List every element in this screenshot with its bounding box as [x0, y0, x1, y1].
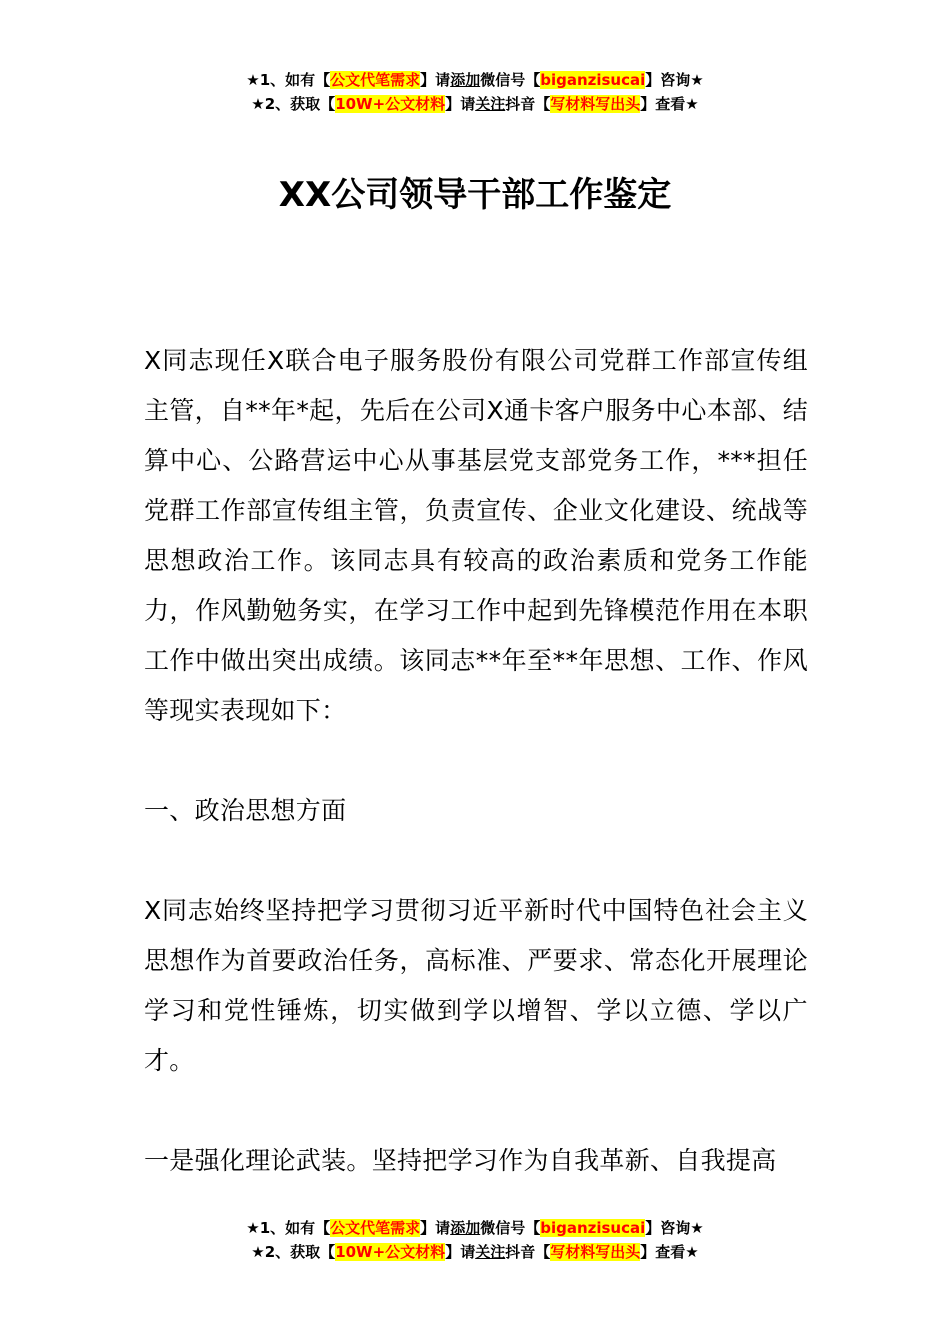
banner-line-1	[0, 1216, 950, 1240]
banner-text: ★1、如有【	[246, 71, 331, 89]
banner-line-2	[0, 1240, 950, 1264]
paragraph: 一是强化理论武装。坚持把学习作为自我革新、自我提高	[144, 1146, 777, 1175]
banner-highlight: 10W+公文材料	[335, 1243, 446, 1261]
banner-highlight: biganzisucai	[540, 71, 646, 89]
banner-line-1	[0, 68, 950, 92]
paragraph: X同志现任X联合电子服务股份有限公司党群工作部宣传组主管，自**年*起，先后在公司X通卡客户服务中心本部、结算中心、公路营运中心从事基层党支部党务工作，***担任党群工作部宣传组主管，负责宣传、企业文化建设、统战等思想政治工作。该同志具有较高的政治素质和党务工作能力，作风勤勉务实，在学习工作中起到先锋模范作用在本职工作中做出突出成绩。该同志**年至**年思想、工作、作风等现实表现如下：	[144, 346, 808, 725]
banner-text: ★2、获取【	[251, 95, 336, 113]
document-title: XX公司领导干部工作鉴定	[278, 174, 672, 215]
banner-text: 】请	[445, 95, 476, 113]
banner-line-2	[0, 92, 950, 116]
banner-highlight: 写材料写出头	[550, 95, 641, 113]
banner-text: 抖音【	[505, 1243, 551, 1261]
paragraph: X同志始终坚持把学习贯彻习近平新时代中国特色社会主义思想作为首要政治任务，高标准、严要求、常态化开展理论学习和党性锤炼，切实做到学以增智、学以立德、学以广才。	[144, 896, 808, 1075]
banner-text: 】请	[420, 1219, 451, 1237]
banner-text: 】咨询★	[645, 1219, 704, 1237]
banner-text: ★2、获取【	[251, 1243, 336, 1261]
banner-text: ★1、如有【	[246, 1219, 331, 1237]
banner-text: 抖音【	[505, 95, 551, 113]
footer-banner	[0, 1216, 950, 1264]
banner-underlined: 添加	[450, 1219, 481, 1237]
banner-underlined: 关注	[475, 95, 506, 113]
banner-text: 微信号【	[480, 71, 541, 89]
banner-text: 】查看★	[640, 1243, 699, 1261]
banner-text: 】查看★	[640, 95, 699, 113]
banner-text: 】咨询★	[645, 71, 704, 89]
banner-highlight: 公文代笔需求	[330, 1219, 421, 1237]
banner-text: 】请	[445, 1243, 476, 1261]
banner-underlined: 关注	[475, 1243, 506, 1261]
banner-highlight: 写材料写出头	[550, 1243, 641, 1261]
header-banner	[0, 68, 950, 116]
banner-highlight: 公文代笔需求	[330, 71, 421, 89]
section-heading: 一、政治思想方面	[144, 796, 347, 825]
banner-highlight: 10W+公文材料	[335, 95, 446, 113]
banner-underlined: 添加	[450, 71, 481, 89]
banner-text: 微信号【	[480, 1219, 541, 1237]
banner-text: 】请	[420, 71, 451, 89]
banner-highlight: biganzisucai	[540, 1219, 646, 1237]
document-body	[144, 336, 808, 1236]
